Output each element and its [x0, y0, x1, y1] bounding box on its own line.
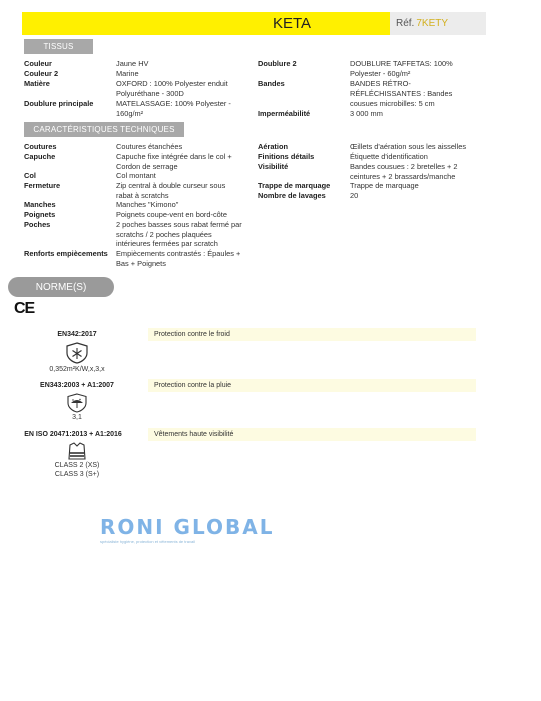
rain-protection-icon — [66, 393, 88, 413]
norm-description: Protection contre la pluie — [148, 379, 476, 392]
spec-label: Finitions détails — [258, 152, 315, 161]
norm-performance: 0,352m²K/W,x,3,x — [49, 366, 105, 373]
norm-description: Vêtements haute visibilité — [148, 428, 476, 441]
spec-label: Matière — [24, 79, 50, 88]
norm-name: EN342:2017 — [57, 331, 97, 338]
spec-label: Nombre de lavages — [258, 191, 326, 200]
norm-name: EN ISO 20471:2013 + A1:2016 — [24, 431, 122, 438]
tissus-right-table — [258, 59, 498, 121]
spec-label: Poches — [24, 220, 51, 229]
spec-value: intérieures fermées par scratch — [116, 239, 218, 248]
spec-value: cousues microbilles: 5 cm — [350, 99, 435, 108]
spec-label: Bandes — [258, 79, 285, 88]
spec-value: DOUBLURE TAFFETAS: 100% — [350, 59, 453, 68]
spec-label: Fermeture — [24, 181, 61, 190]
spec-value: Polyuréthane - 300D — [116, 89, 184, 98]
section-tech-label: CARACTÉRISTIQUES TECHNIQUES — [24, 122, 184, 137]
spec-label: Aération — [258, 142, 288, 151]
section-tissus-label: TISSUS — [24, 39, 93, 54]
logo-text: RONI GLOBAL — [100, 515, 275, 539]
spec-value: Coutures étanchées — [116, 142, 183, 151]
spec-label: Poignets — [24, 210, 56, 219]
spec-label: Manches — [24, 200, 56, 209]
spec-value: Marine — [116, 69, 139, 78]
spec-value: Polyester - 60g/m² — [350, 69, 411, 78]
spec-label: Col — [24, 171, 36, 180]
spec-value: Œillets d'aération sous les aisselles — [350, 142, 467, 151]
reference-label: Réf. — [396, 18, 415, 29]
spec-value: Trappe de marquage — [350, 181, 419, 190]
spec-label: Capuche — [24, 152, 56, 161]
spec-label: Couleur — [24, 59, 52, 68]
spec-label: Trappe de marquage — [258, 181, 331, 190]
section-norme-label: NORME(S) — [8, 277, 114, 297]
spec-value: scratchs / 2 poches plaquées — [116, 229, 212, 239]
spec-value: Étiquette d'identification — [350, 152, 428, 161]
spec-label: Doublure principale — [24, 99, 94, 108]
spec-value: OXFORD : 100% Polyester enduit — [116, 79, 228, 88]
spec-label: Doublure 2 — [258, 59, 297, 68]
spec-label: Renforts empiècements — [24, 249, 108, 258]
norm-name: EN343:2003 + A1:2007 — [40, 382, 114, 389]
norm-performance: 3,1 — [72, 414, 82, 421]
spec-value: Col montant — [116, 171, 156, 180]
reference-value: 7KETY — [416, 18, 449, 29]
spec-value: Bandes cousues : 2 bretelles + 2 — [350, 162, 458, 171]
spec-value: 2 poches basses sous rabat fermé par — [116, 220, 242, 229]
logo-tagline: spécialiste hygiène, protection et vêtements de travail — [100, 539, 195, 544]
spec-value: Zip central à double curseur sous — [116, 181, 226, 190]
spec-value: Bas + Poignets — [116, 258, 166, 268]
tech-right-table — [258, 142, 498, 202]
spec-value: 20 — [350, 191, 359, 200]
norm-description: Protection contre le froid — [148, 328, 476, 341]
spec-value: ceintures + 2 brassards/manche — [350, 171, 456, 181]
spec-value: BANDES RÉTRO- — [350, 79, 411, 88]
ce-mark-icon: CE — [14, 300, 35, 317]
spec-label: Coutures — [24, 142, 57, 151]
spec-value: rabat à scratchs — [116, 190, 169, 200]
spec-value: 3 000 mm — [350, 109, 383, 118]
spec-value: Empiècements contrastés : Épaules + — [116, 249, 241, 258]
high-visibility-icon — [66, 442, 88, 460]
spec-value: 160g/m² — [116, 109, 144, 118]
spec-value: Manches "Kimono" — [116, 200, 179, 209]
norm-performance: CLASS 3 (S+) — [54, 471, 100, 478]
spec-label: Imperméabilité — [258, 109, 311, 118]
norm-performance: CLASS 2 (XS) — [54, 462, 100, 469]
product-title: KETA — [272, 15, 312, 32]
reference-box — [390, 12, 486, 35]
tissus-left-table — [24, 59, 264, 121]
cold-protection-icon — [65, 342, 89, 364]
spec-label: Couleur 2 — [24, 69, 59, 78]
tech-left-table — [24, 142, 264, 270]
spec-value: Cordon de serrage — [116, 161, 178, 171]
spec-value: Jaune HV — [116, 59, 149, 68]
spec-value: RÉFLÉCHISSANTES : Bandes — [350, 89, 453, 98]
spec-value: Poignets coupe-vent en bord-côte — [116, 210, 227, 219]
spec-value: MATELASSAGE: 100% Polyester - — [116, 99, 231, 108]
spec-label: Visibilité — [258, 162, 289, 171]
spec-value: Capuche fixe intégrée dans le col + — [116, 152, 232, 161]
